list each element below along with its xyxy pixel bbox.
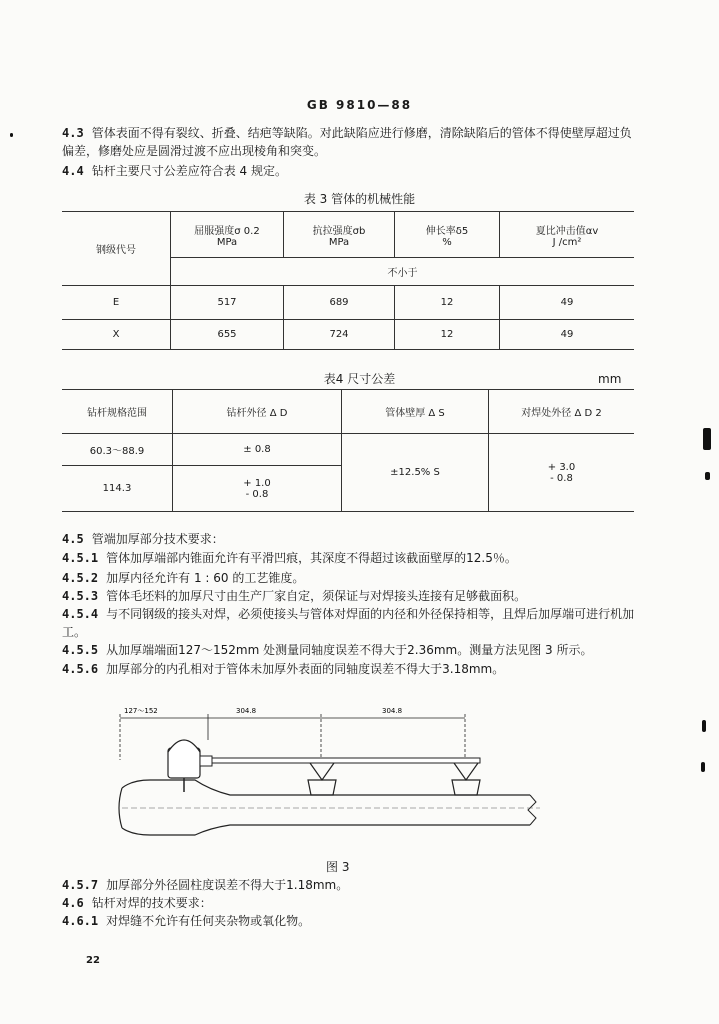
scan-mark	[703, 428, 711, 450]
table4-col-header: 管体壁厚 Δ S	[342, 390, 489, 434]
table3-cell: 517	[171, 286, 284, 320]
clause-number: 4.3	[62, 126, 84, 140]
clause-4-5-3	[62, 587, 642, 605]
table4-col-header: 对焊处外径 Δ D 2	[489, 390, 635, 434]
clause-4-5-4	[62, 605, 642, 641]
clause-4-6-1	[62, 912, 642, 930]
clause-4-5	[62, 530, 642, 548]
dim-label-2: 304.8	[236, 707, 257, 715]
clause-text: 钻杆主要尺寸公差应符合表 4 规定。	[91, 164, 287, 178]
table3-cell: 12	[395, 320, 500, 350]
figure3-caption: 图 3	[326, 860, 350, 874]
clause-4-5-6	[62, 660, 642, 678]
table3-cell: 49	[500, 286, 635, 320]
table3-grade: E	[62, 286, 171, 320]
clause-number: 4.5.1	[62, 551, 99, 565]
table3-col-header	[171, 212, 284, 258]
clause-number: 4.4	[62, 164, 84, 178]
scan-mark	[702, 720, 706, 732]
clause-text: 钻杆对焊的技术要求：	[91, 896, 212, 910]
table4-weld-minus: - 0.8	[550, 472, 573, 484]
table4-od-plus: + 1.0	[243, 477, 271, 489]
table3-cell: 655	[171, 320, 284, 350]
scan-mark	[701, 762, 705, 772]
scan-mark	[705, 472, 710, 480]
table3-col-unit: J /cm²	[552, 236, 582, 248]
v-block-support-1	[308, 763, 336, 795]
clause-4-3	[62, 124, 642, 160]
table3-cell: 12	[395, 286, 500, 320]
clause-text: 加厚部分的内孔相对于管体未加厚外表面的同轴度误差不得大于3.18mm。	[106, 662, 505, 676]
clause-number: 4.6.1	[62, 914, 99, 928]
table4-od-minus: - 0.8	[245, 488, 269, 500]
clause-number: 4.5.7	[62, 878, 99, 892]
clause-4-6	[62, 894, 642, 912]
table4-col-header: 钻杆规格范围	[62, 390, 173, 434]
pipe-break	[528, 795, 536, 825]
clause-text: 加厚部分外径圆柱度误差不得大于1.18mm。	[106, 878, 349, 892]
table3-caption: 表 3 管体的机械性能	[303, 192, 416, 206]
table4-col-header: 钻杆外径 Δ D	[173, 390, 342, 434]
clause-4-5-5	[62, 641, 642, 659]
straight-edge-bar	[212, 758, 480, 763]
clause-4-4	[62, 162, 642, 180]
table3-subheader: 不小于	[171, 258, 635, 286]
table3-col-header	[284, 212, 395, 258]
clause-text: 加厚内径允许有 1 : 60 的工艺锥度。	[106, 571, 305, 585]
table3-cell: 689	[284, 286, 395, 320]
pipe-bottom-edge	[122, 825, 530, 835]
clause-number: 4.6	[62, 896, 84, 910]
clause-number: 4.5.2	[62, 571, 99, 585]
table3-col-header	[395, 212, 500, 258]
clause-text: 对焊缝不允许有任何夹杂物或氧化物。	[106, 914, 311, 928]
table4-caption: 表4 尺寸公差	[323, 372, 396, 386]
table3-col-unit: MPa	[328, 236, 350, 248]
clause-4-5-2	[62, 569, 642, 587]
table-row	[62, 286, 634, 320]
clause-4-5-1	[62, 549, 642, 567]
clause-text: 管体表面不得有裂纹、折叠、结疤等缺陷。对此缺陷应进行修磨，清除缺陷后的管体不得使壁厚超过负偏差，修磨处应是圆滑过渡不应出现棱角和突变。	[62, 126, 632, 158]
table3-col-name: 伸长率δ5	[425, 225, 469, 237]
gauge-clamp	[200, 756, 212, 766]
table3-col-unit: %	[442, 236, 452, 248]
pipe-top-edge	[122, 780, 530, 795]
table3-col-name: 抗拉强度σb	[312, 225, 366, 237]
table3-grade: X	[62, 320, 171, 350]
table4-weld-od	[489, 434, 635, 512]
table3-row-header: 钢级代号	[62, 212, 171, 286]
dial-gauge-body	[168, 748, 200, 778]
table3-cell: 49	[500, 320, 635, 350]
clause-text: 从加厚端端面127～152mm 处测量同轴度误差不得大于2.36mm。测量方法见图 3 所示。	[106, 643, 593, 657]
dim-label-1: 127～152	[124, 707, 158, 715]
table3-col-header	[500, 212, 635, 258]
dim-label-3: 304.8	[382, 707, 403, 715]
scan-mark	[10, 133, 13, 137]
table-row	[62, 434, 634, 466]
table4-range: 114.3	[62, 466, 173, 512]
clause-number: 4.5.6	[62, 662, 99, 676]
clause-text: 管体加厚端部内锥面允许有平滑凹痕，其深度不得超过该截面壁厚的12.5％。	[106, 551, 517, 565]
clause-text: 与不同钢级的接头对焊，必须使接头与管体对焊面的内径和外径保持相等，且焊后加厚端可进行机加工。	[62, 607, 635, 639]
clause-text: 管端加厚部分技术要求：	[91, 532, 224, 546]
table-row	[62, 320, 634, 350]
clause-4-5-7	[62, 876, 642, 894]
pipe-end	[119, 788, 122, 828]
table4-dimension-tolerances	[62, 389, 634, 512]
dial-gauge-head	[168, 740, 200, 752]
clause-number: 4.5	[62, 532, 84, 546]
clause-number: 4.5.4	[62, 607, 99, 621]
table4-wall: ±12.5% S	[342, 434, 489, 512]
table3-col-name: 屈服强度σ 0.2	[194, 225, 260, 237]
table3-cell: 724	[284, 320, 395, 350]
standard-header: GB 9810—88	[306, 98, 413, 112]
table3-col-unit: MPa	[216, 236, 238, 248]
v-block-support-2	[452, 763, 480, 795]
table4-unit: mm	[598, 372, 622, 386]
clause-number: 4.5.3	[62, 589, 99, 603]
table4-od	[173, 466, 342, 512]
table3-mechanical-properties	[62, 211, 634, 350]
table4-range: 60.3～88.9	[62, 434, 173, 466]
figure3-measurement-diagram	[100, 700, 560, 850]
page-number: 22	[86, 955, 100, 966]
clause-number: 4.5.5	[62, 643, 99, 657]
table4-od: ± 0.8	[173, 434, 342, 466]
table4-weld-plus: + 3.0	[547, 461, 576, 473]
table3-col-name: 夏比冲击值αv	[535, 225, 599, 237]
clause-text: 管体毛坯料的加厚尺寸由生产厂家自定，须保证与对焊接头连接有足够截面积。	[106, 589, 527, 603]
